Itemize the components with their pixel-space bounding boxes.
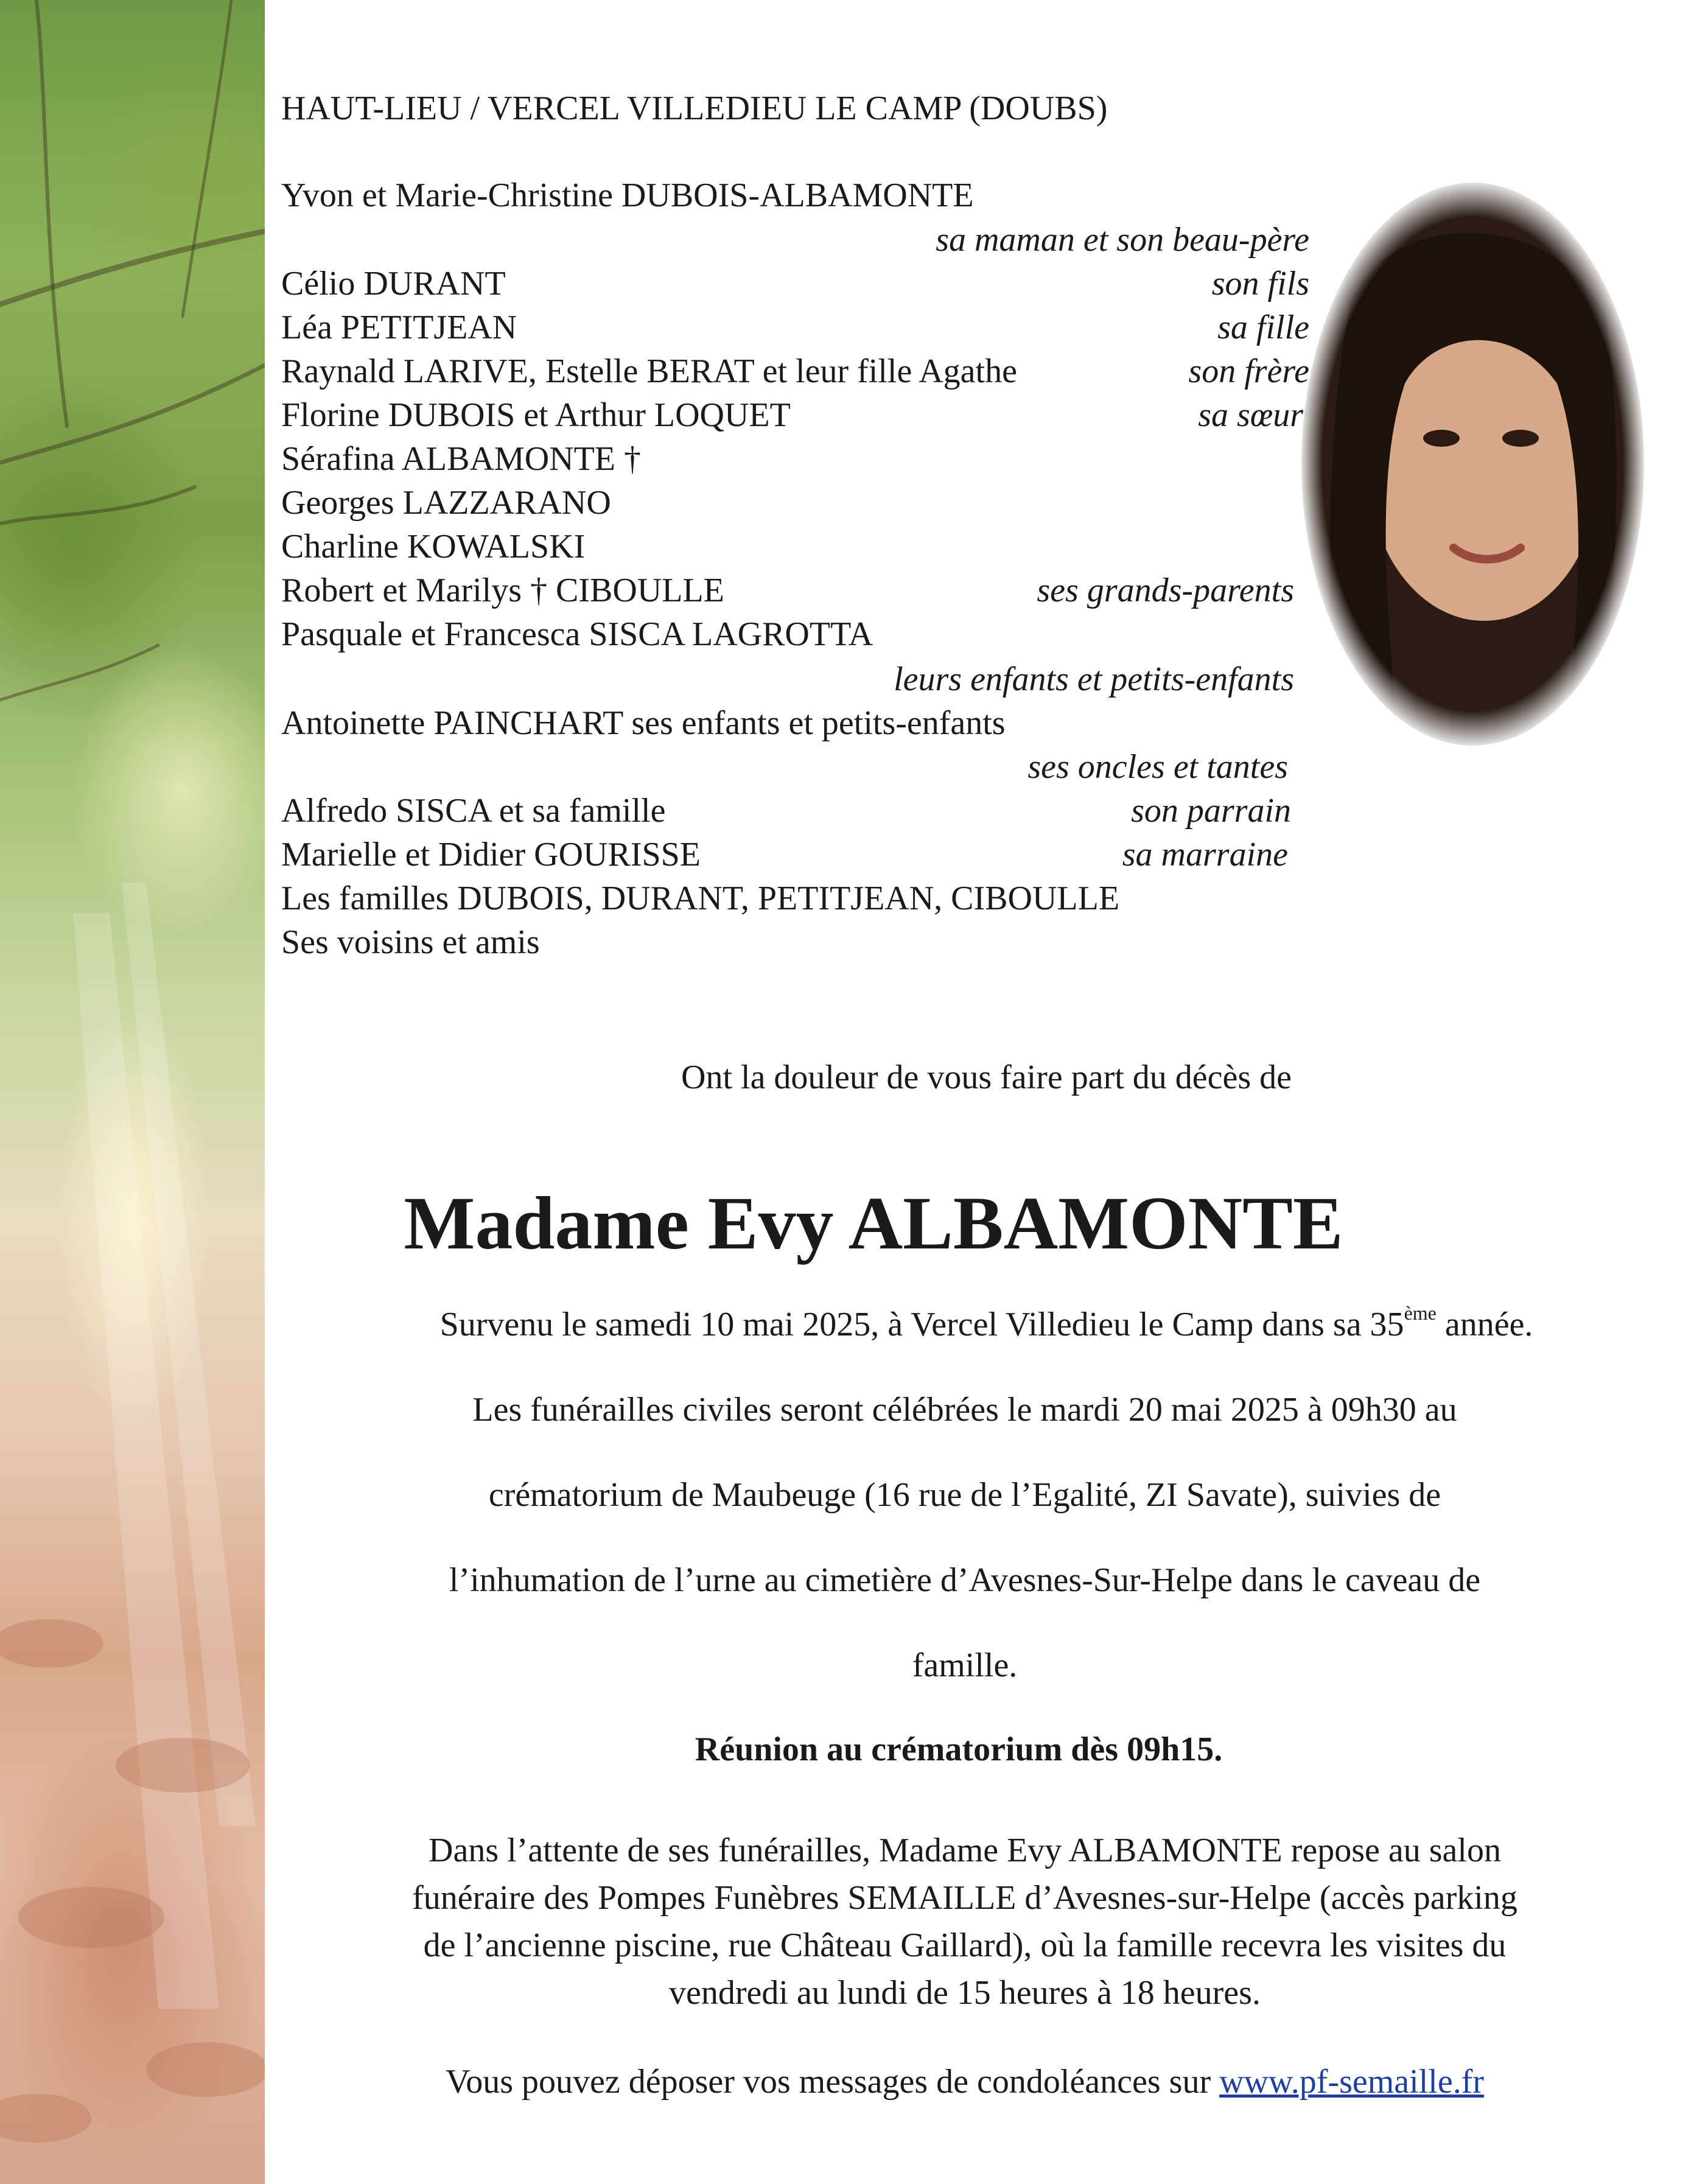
location-header: HAUT-LIEU / VERCEL VILLEDIEU LE CAMP (DOUBS) — [281, 89, 1108, 127]
family-line: Ses voisins et amis — [281, 923, 540, 961]
family-line: Georges LAZZARANO — [281, 484, 611, 522]
condolences-line — [265, 2065, 1665, 2099]
family-line: Célio DURANT — [281, 265, 506, 303]
family-relation: ses grands-parents — [1037, 572, 1294, 609]
forest-decoration — [0, 0, 265, 2184]
family-line: Pasquale et Francesca SISCA LAGROTTA — [281, 615, 873, 653]
family-relation: sa fille — [1217, 309, 1309, 346]
death-line-prefix: Survenu le samedi 10 mai 2025, à Vercel Villedieu le Camp dans sa 35 — [439, 1306, 1404, 1343]
family-line: Alfredo SISCA et sa famille — [281, 792, 666, 830]
family-relation: son fils — [1211, 265, 1309, 303]
condolences-link[interactable]: www.pf-semaille.fr — [1219, 2063, 1484, 2101]
family-relation: leurs enfants et petits-enfants — [894, 660, 1294, 698]
death-line — [265, 1302, 1708, 1343]
deceased-name: Madame Evy ALBAMONTE — [404, 1181, 1343, 1265]
family-line: Robert et Marilys † CIBOULLE — [281, 572, 724, 609]
funeral-line: l’inhumation de l’urne au cimetière d’Avesnes-Sur-Helpe dans le caveau de — [449, 1561, 1481, 1599]
rest-line: funéraire des Pompes Funèbres SEMAILLE d’Avesnes-sur-Helpe (accès parking — [412, 1879, 1517, 1917]
portrait-photo — [1301, 183, 1644, 746]
family-relation: son frère — [1188, 352, 1309, 390]
family-line: Marielle et Didier GOURISSE — [281, 836, 701, 873]
funeral-line: crématorium de Maubeuge (16 rue de l’Egalité, ZI Savate), suivies de — [488, 1476, 1441, 1514]
family-line: Yvon et Marie-Christine DUBOIS-ALBAMONTE — [281, 177, 974, 214]
family-line: Florine DUBOIS et Arthur LOQUET — [281, 396, 791, 434]
forest-branches — [0, 0, 265, 2184]
family-line: Léa PETITJEAN — [281, 309, 517, 346]
ordinal-suffix: ème — [1404, 1302, 1437, 1324]
family-relation: sa marraine — [1122, 836, 1288, 873]
family-relation: sa maman et son beau-père — [936, 221, 1309, 259]
family-relation: ses oncles et tantes — [1027, 748, 1288, 786]
death-line-suffix: année. — [1436, 1306, 1533, 1343]
family-relation: son parrain — [1131, 792, 1291, 830]
family-line: Les familles DUBOIS, DURANT, PETITJEAN, CIBOULLE — [281, 880, 1120, 917]
condolences-text: Vous pouvez déposer vos messages de condoléances sur — [446, 2063, 1220, 2101]
meeting-info: Réunion au crématorium dès 09h15. — [695, 1731, 1223, 1768]
announcement-intro: Ont la douleur de vous faire part du décès de — [681, 1059, 1292, 1096]
rest-line: de l’ancienne piscine, rue Château Gaillard), où la famille recevra les visites du — [423, 1927, 1507, 1964]
funeral-line: Les funérailles civiles seront célébrées le mardi 20 mai 2025 à 09h30 au — [472, 1391, 1457, 1429]
portrait-illustration — [1301, 183, 1644, 746]
family-line: Sérafina ALBAMONTE † — [281, 440, 642, 478]
family-line: Antoinette PAINCHART ses enfants et petits-enfants — [281, 704, 1006, 742]
funeral-line: famille. — [912, 1647, 1018, 1684]
rest-line: Dans l’attente de ses funérailles, Madame Evy ALBAMONTE repose au salon — [429, 1832, 1501, 1869]
family-relation: sa sœur — [1198, 396, 1303, 434]
family-line: Charline KOWALSKI — [281, 528, 586, 565]
rest-line: vendredi au lundi de 15 heures à 18 heures. — [669, 1974, 1261, 2012]
family-line: Raynald LARIVE, Estelle BERAT et leur fille Agathe — [281, 352, 1017, 390]
